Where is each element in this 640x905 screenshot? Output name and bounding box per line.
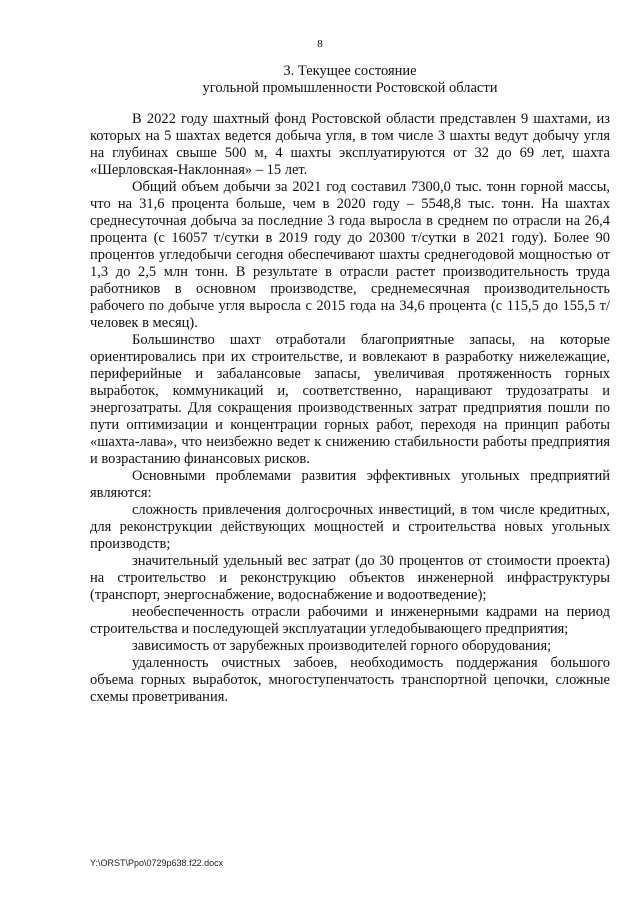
footer-file-path: Y:\ORST\Ppo\0729p638.f22.docx (90, 858, 224, 868)
body-text (90, 111, 610, 706)
paragraph-reserves: Большинство шахт отработали благоприятные запасы, на которые ориентировались при их строительстве, и вовлекают в разработку нижележащие, периферийные и забалансовые запасы, увеличивая протяженность горных выработок, коммуникаций и, соответственно, наращивают трудозатраты и энергозатраты. Для сокращения производственных затрат предприятия пошли по пути оптимизации и концентрации горных работ, переходя на принцип работы «шахта-лава», что неизбежно ведет к снижению стабильности работы предприятия и возрастанию финансовых рисков. (90, 332, 610, 467)
page-number: 8 (317, 38, 323, 50)
problem-item-infrastructure-costs: значительный удельный вес затрат (до 30 процентов от стоимости проекта) на строительство и реконструкцию объектов инженерной инфраструктуры (транспорт, энергоснабжение, водоснабжение и водоотведение); (90, 553, 610, 603)
paragraph-production-volume: Общий объем добычи за 2021 год составил 7300,0 тыс. тонн горной массы, что на 31,6 процента больше, чем в 2020 году – 5548,8 тыс. тонн. На шахтах среднесуточная добыча за последние 3 года выросла в среднем по отрасли на 26,4 процента (с 16057 т/сутки в 2019 году до 20300 т/сутки в 2021 году). Более 90 процентов угледобычи сегодня обеспечивают шахты среднегодовой мощностью от 1,3 до 2,5 млн тонн. В результате в отрасли растет производительность труда работников в основном производстве, среднемесячная производительность рабочего по добыче угля выросла с 2015 года на 34,6 процента (с 115,5 до 155,5 т/человек в месяц). (90, 179, 610, 331)
section-heading (90, 63, 610, 97)
paragraph-problems-intro: Основными проблемами развития эффективных угольных предприятий являются: (90, 468, 610, 501)
paragraph-mine-fund: В 2022 году шахтный фонд Ростовской области представлен 9 шахтами, из которых на 5 шахтах ведется добыча угля, в том числе 3 шахты ведут добычу угля на глубинах свыше 500 м, 4 шахты эксплуатируются от 32 до 69 лет, шахта «Шерловская-Наклонная» – 15 лет. (90, 111, 610, 178)
problem-item-staffing: необеспеченность отрасли рабочими и инженерными кадрами на период строительства и последующей эксплуатации угледобывающего предприятия; (90, 604, 610, 637)
section-heading-line-2: угольной промышленности Ростовской области (202, 80, 498, 96)
problem-item-remote-faces: удаленность очистных забоев, необходимость поддержания большого объема горных выработок, многоступенчатость транспортной цепочки, сложные схемы проветривания. (90, 655, 610, 705)
section-heading-line-1: 3. Текущее состояние (283, 63, 417, 79)
problem-item-investments: сложность привлечения долгосрочных инвестиций, в том числе кредитных, для реконструкции действующих мощностей и строительства новых угольных производств; (90, 502, 610, 552)
problem-item-foreign-equipment: зависимость от зарубежных производителей горного оборудования; (132, 638, 552, 654)
